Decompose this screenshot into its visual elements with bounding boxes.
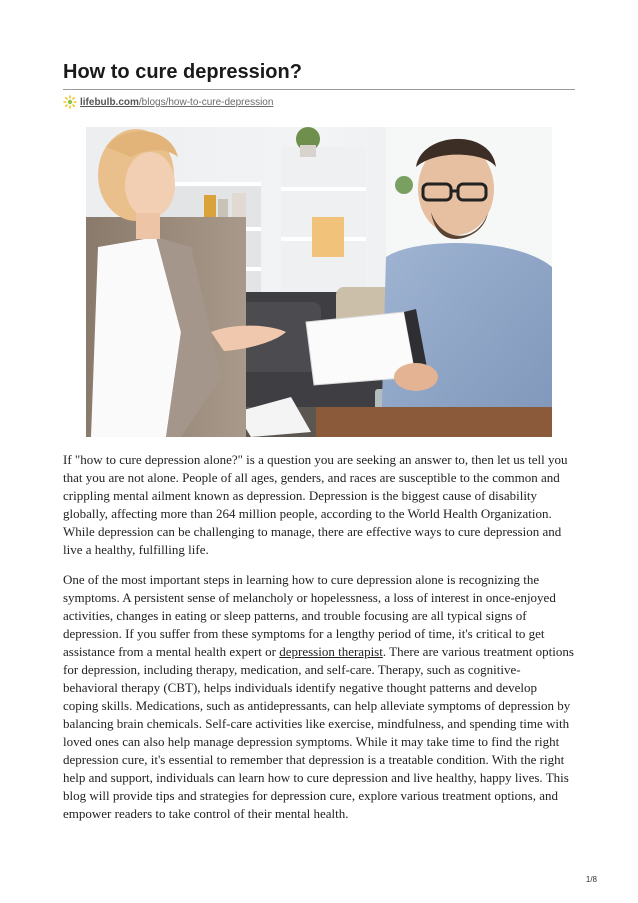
- page-title: How to cure depression?: [63, 61, 302, 83]
- intro-paragraph: If "how to cure depression alone?" is a question you are seeking an answer to, then let us tell you that you are not alone. People of all ages, genders, and races are susceptible to the common and crippling mental ailment known as depression. Depression is the biggest cause of disability globally, affecting more than 264 million people, according to the World Health Organization. While depression can be challenging to manage, there are effective ways to cure depression and live a healthy, fulfilling life.: [63, 452, 568, 557]
- page-number: 1/8: [585, 875, 597, 884]
- paragraph-text-segment: . There are various treatment options for depression, including therapy, medication, and self-care. Therapy, such as cognitive-behavioral therapy (CBT), helps individuals identify negative thought patterns and develop coping skills. Medications, such as antidepressants, can help alleviate symptoms of depression by balancing brain chemicals. Self-care activities like exercise, mindfulness, and spending time with loved ones can also help manage depression symptoms. While it may take time to find the right depression cure, it's essential to remember that depression is a treatable condition. With the right help and support, individuals can learn how to cure depression and live healthy, happy lives. This blog will provide tips and strategies for depression cure, explore various treatment options, and empower readers to take control of their mental health.: [63, 644, 574, 821]
- source-path-link[interactable]: /blogs/how-to-cure-depression: [138, 96, 274, 108]
- depression-therapist-link[interactable]: depression therapist: [279, 644, 383, 659]
- source-line: [63, 94, 273, 110]
- symptoms-paragraph: [63, 571, 575, 823]
- lightbulb-logo-icon: [63, 95, 77, 109]
- counseling-session-photo: [86, 127, 552, 437]
- paragraph-text-segment: One of the most important steps in learning how to cure depression alone is recognizing the symptoms. A persistent sense of melancholy or hopelessness, a loss of interest in once-enjoyed activities, changes in eating or sleep patterns, and trouble focusing are all typical signs of depression. If you suffer from these symptoms for a lengthy period of time, it's critical to get assistance from a mental health expert or: [63, 572, 556, 659]
- source-domain-link[interactable]: lifebulb.com: [80, 96, 139, 108]
- title-divider: [63, 89, 575, 90]
- hero-image: [86, 127, 552, 437]
